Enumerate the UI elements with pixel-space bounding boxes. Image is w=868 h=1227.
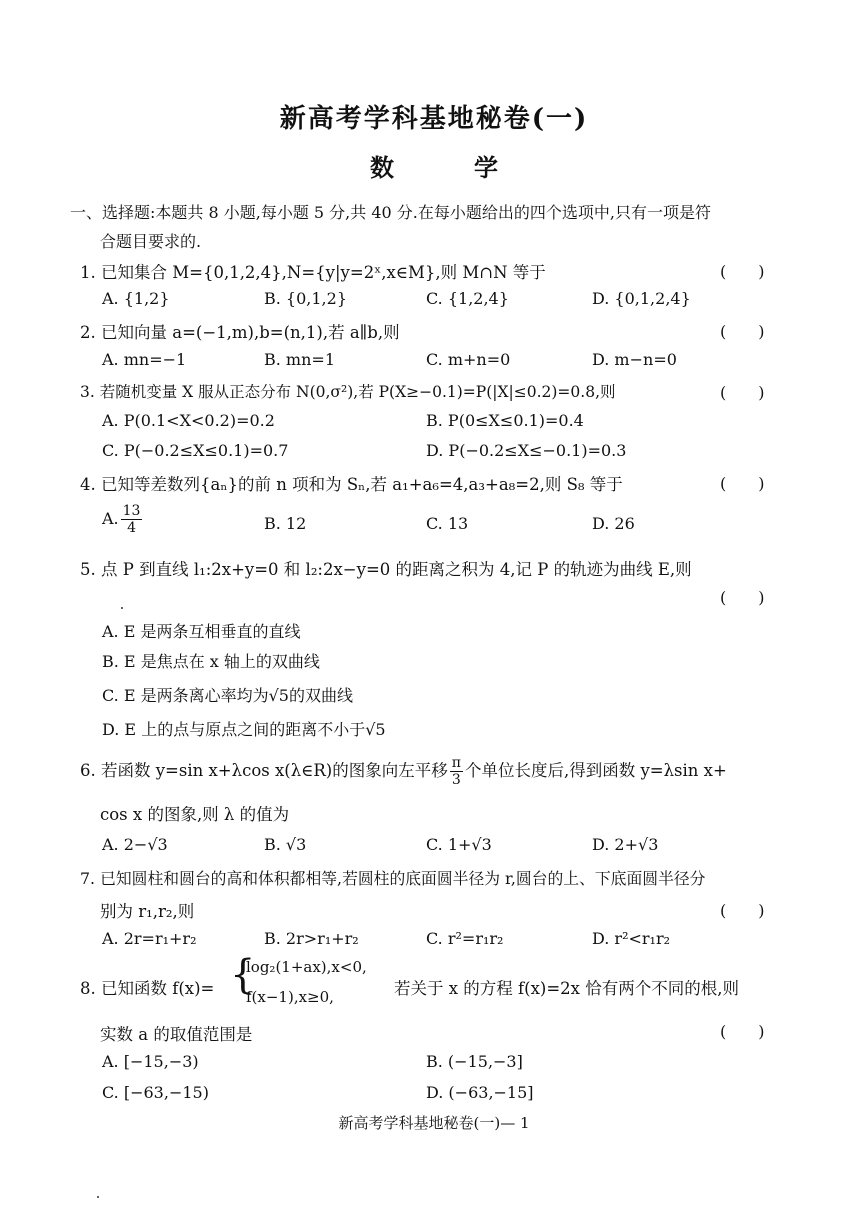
question-6-stem-line1 (80, 755, 727, 788)
paper-title: 新高考学科基地秘卷(一) (279, 104, 589, 134)
question-6-option-b: B. √3 (264, 835, 307, 854)
question-1-option-d: D. {0,1,2,4} (592, 289, 691, 308)
question-4-option-a-fraction (121, 503, 143, 536)
question-8-option-c: C. [−63,−15) (102, 1083, 209, 1102)
question-4-answer-paren: ( ) (720, 474, 765, 493)
question-6-option-a: A. 2−√3 (102, 835, 168, 854)
question-2-option-d: D. m−n=0 (592, 350, 677, 369)
question-8-option-d: D. (−63,−15] (426, 1083, 534, 1102)
question-6-stem-part-b: 个单位长度后,得到函数 y=λsin x+ (464, 761, 727, 780)
question-6-option-d: D. 2+√3 (592, 835, 659, 854)
question-3-option-c: C. P(−0.2≤X≤0.1)=0.7 (102, 441, 289, 460)
fraction-denominator: 3 (451, 772, 461, 788)
question-8-stem-line2: 实数 a 的取值范围是 (100, 1025, 253, 1044)
question-2-stem: 2. 已知向量 a=(−1,m),b=(n,1),若 a∥b,则 (80, 323, 400, 342)
subject-title: 数 学 (370, 153, 526, 182)
question-2-answer-paren: ( ) (720, 322, 765, 341)
question-4-option-a (102, 503, 144, 536)
question-1-option-a: A. {1,2} (102, 289, 170, 308)
question-8-option-b: B. (−15,−3] (426, 1052, 523, 1071)
question-6-stem-line2: cos x 的图象,则 λ 的值为 (100, 805, 290, 824)
question-2-option-c: C. m+n=0 (426, 350, 511, 369)
question-5-stem: 5. 点 P 到直线 l₁:2x+y=0 和 l₂:2x−y=0 的距离之积为 4,记 P 的轨迹为曲线 E,则 (80, 560, 692, 579)
question-3-option-a: A. P(0.1<X<0.2)=0.2 (102, 411, 275, 430)
section-instruction-line2: 合题目要求的. (100, 232, 202, 251)
question-4-option-c: C. 13 (426, 514, 469, 533)
question-4-option-d: D. 26 (592, 514, 635, 533)
question-2-option-b: B. mn=1 (264, 350, 335, 369)
question-8-stem-part-a: 8. 已知函数 f(x)= (80, 979, 215, 998)
fraction-denominator: 4 (127, 520, 137, 536)
page-footer: 新高考学科基地秘卷(一)— 1 (338, 1114, 530, 1132)
question-2-option-a: A. mn=−1 (102, 350, 187, 369)
question-8-case-1: log₂(1+ax),x<0, (246, 958, 367, 976)
question-5-option-a: A. E 是两条互相垂直的直线 (102, 622, 301, 641)
question-5-answer-paren: ( ) (720, 588, 765, 607)
question-3-option-d: D. P(−0.2≤X≤−0.1)=0.3 (426, 441, 627, 460)
scan-speck (97, 1196, 99, 1198)
question-3-option-b: B. P(0≤X≤0.1)=0.4 (426, 411, 584, 430)
question-7-option-b: B. 2r>r₁+r₂ (264, 929, 359, 948)
section-instruction-line1: 一、选择题:本题共 8 小题,每小题 5 分,共 40 分.在每小题给出的四个选项中,只有一项是符 (70, 203, 711, 222)
question-7-answer-paren: ( ) (720, 901, 765, 920)
question-8-case-2: f(x−1),x≥0, (246, 988, 334, 1006)
question-4-option-a-label: A. (102, 509, 119, 528)
question-7-stem-line2: 别为 r₁,r₂,则 (100, 902, 195, 921)
question-6-option-c: C. 1+√3 (426, 835, 492, 854)
question-8-answer-paren: ( ) (720, 1022, 765, 1041)
question-3-stem: 3. 若随机变量 X 服从正态分布 N(0,σ²),若 P(X≥−0.1)=P(|X|≤0.2)=0.8,则 (80, 383, 616, 401)
piecewise-brace: { (230, 952, 256, 998)
question-5-option-c: C. E 是两条离心率均为√5的双曲线 (102, 686, 353, 705)
question-4-option-b: B. 12 (264, 514, 307, 533)
question-4-stem: 4. 已知等差数列{aₙ}的前 n 项和为 Sₙ,若 a₁+a₆=4,a₃+a₈=2,则 S₈ 等于 (80, 475, 623, 494)
scan-speck (121, 607, 123, 609)
question-5-option-b: B. E 是焦点在 x 轴上的双曲线 (102, 652, 320, 671)
question-6-stem-part-a: 6. 若函数 y=sin x+λcos x(λ∈R)的图象向左平移 (80, 761, 448, 780)
question-1-answer-paren: ( ) (720, 262, 765, 281)
fraction-numerator: 13 (122, 503, 141, 519)
question-1-option-b: B. {0,1,2} (264, 289, 347, 308)
question-7-option-c: C. r²=r₁r₂ (426, 929, 504, 948)
question-1-option-c: C. {1,2,4} (426, 289, 509, 308)
question-7-option-a: A. 2r=r₁+r₂ (102, 929, 197, 948)
question-6-fraction (450, 755, 463, 788)
question-8-option-a: A. [−15,−3) (102, 1052, 199, 1071)
question-7-option-d: D. r²<r₁r₂ (592, 929, 671, 948)
fraction-numerator: π (451, 755, 461, 771)
question-8-stem-part-b: 若关于 x 的方程 f(x)=2x 恰有两个不同的根,则 (394, 979, 739, 998)
question-3-answer-paren: ( ) (720, 383, 765, 402)
question-5-option-d: D. E 上的点与原点之间的距离不小于√5 (102, 720, 386, 739)
question-1-stem: 1. 已知集合 M={0,1,2,4},N={y|y=2ˣ,x∈M},则 M∩N 等于 (80, 263, 546, 282)
question-7-stem-line1: 7. 已知圆柱和圆台的高和体积都相等,若圆柱的底面圆半径为 r,圆台的上、下底面圆半径分 (80, 869, 706, 888)
